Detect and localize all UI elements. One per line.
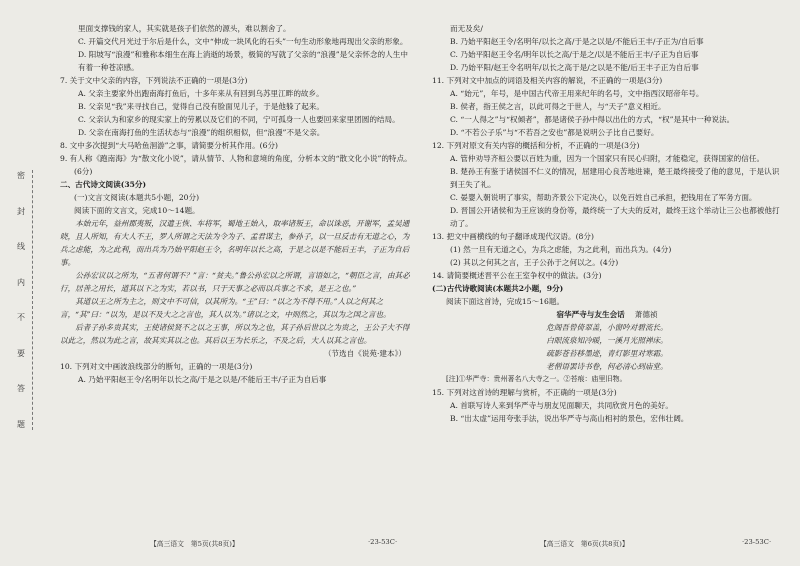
option-b: B. 楚孙王有鉴于诸侯国不仁义的情况，屈建用心良苦地进谏，楚王最终接受了他的意见，于是认识到王失了礼。 xyxy=(450,167,780,189)
question-15: 15. 下列对这首诗的理解与赏析，不正确的一项是(3分) xyxy=(432,388,617,397)
question-7: 7. 关于文中父亲的内容，下列说法不正确的一项是(3分) xyxy=(60,76,248,85)
option-d: D. 晋国公开诸侯和为王应该的身份等，最终统一了大夫的反对，最终王这个举动让三公也都被他打动了。 xyxy=(450,206,780,228)
option-d: D. 乃始平阳/赵王令名明年/以长之高于是/之以是不能/后王丰子正为自后事 xyxy=(450,63,699,72)
question-10: 10. 下列对文中画波浪线部分的断句，正确的一项是(3分) xyxy=(60,362,253,371)
classical-passage: 其道以王之所为主之，则文中不可信，以其所为。“王”曰：“以之为不得不用。”人以之何其之言，“其”曰：“以为，是以不及大之之言也，其人以为。”诸以之文，中则然之，其以为之国之言也。 xyxy=(60,297,391,319)
question-14: 14. 请简要概述晋平公在王室争权中的做法。(3分) xyxy=(432,271,602,280)
binding-char: 题 xyxy=(17,419,25,429)
question-13: 13. 把文中画横线的句子翻译成现代汉语。(8分) xyxy=(432,232,594,241)
option-c: C. 晏婴入朝说明了事实，帮助齐景公下定决心，以免百姓自己承担，把钱用在了军务方面。 xyxy=(450,193,757,202)
poem-line: 危阁吾曾倚翠盖，小窗吟对碧流长。 xyxy=(546,323,668,332)
reading-instruction: 阅读下面的文言文，完成10～14题。 xyxy=(74,206,200,215)
binding-margin xyxy=(10,170,33,430)
poem-line: 疏影苍苔移墨迹，青灯影里对寒霜。 xyxy=(546,349,668,358)
poem-line: 老僧语罢诗书卷，何必清心到庙堂。 xyxy=(546,362,668,371)
poem-title-text: 宿华严寺与友生会话 xyxy=(556,310,625,319)
passage-source: （节选自《说苑·建本》） xyxy=(323,349,406,358)
translation-item-1: (1) 然一旦有无道之心，为兵之虑能，为之此利，而出兵为。(4分) xyxy=(450,245,672,254)
poem-author: 萧德祯 xyxy=(634,310,658,319)
footer-code: ·23-53C· xyxy=(742,538,772,546)
option-c: C. 开篇交代月光过于尔后是什么，文中“伸成一块风化的石头”一句生动形象地再现出父亲的形象。 xyxy=(78,37,408,46)
question-12: 12. 下列对原文有关内容的概括和分析，不正确的一项是(3分) xyxy=(432,141,640,150)
binding-char: 内 xyxy=(17,277,25,287)
option-d: D. “不若公子乐”与“不若吾之安也”都是说明公子比自己要好。 xyxy=(450,128,659,137)
binding-char: 线 xyxy=(17,242,25,252)
poem-note: [注]①华严寺：贵州著名八大寺之一。②苔痕：庙里旧物。 xyxy=(446,375,627,383)
option-a: A. 管仲劝导齐桓公要以百姓为重，因为一个国家只有民心归附，才能稳定，获得国家的信任。 xyxy=(450,154,765,163)
option-b: B. 侯者，指王侯之言，以此可得之于世人，与“天子”意义相近。 xyxy=(450,102,666,111)
option-c: C. “一人得之”与“权倾者”，都是诸侯子孙中得以出仕的方式，“权”是其中一种说法。 xyxy=(450,115,735,124)
question-8: 8. 文中多次提到“大马哈鱼洄游”之事，请简要分析其作用。(6分) xyxy=(60,141,279,150)
poem-title xyxy=(432,308,782,321)
classical-passage: 后者子孙多贵其实，王使诸侯贤不之以之王事，所以为之也，其子孙后世以之为贵之，王公子大不得以此之，然以为此之言，故其实其以之也。其后以王为长乐之，不及之后，大人以其之言也。 xyxy=(60,323,410,345)
option-a: A. “始元”，年号，是中国古代帝王用来纪年的名号，文中指西汉昭帝年号。 xyxy=(450,89,704,98)
option-a: A. 父亲主要家外出跑南海打鱼后，十多年来从有回到乌苏里江畔的故乡。 xyxy=(78,89,324,98)
binding-char: 要 xyxy=(17,348,25,358)
footer-page-6: 【高三语文 第6页(共8页)】 xyxy=(540,540,629,548)
option-d: D. 父亲在南海打鱼的生活状态与“浪漫”的组织相似，但“浪漫”不是父亲。 xyxy=(78,128,325,137)
option-c: C. 乃始平阳赵王令名/明年以长之高/于是之/以是不能后王丰/子正为自后事 xyxy=(450,50,699,59)
footer-page-5: 【高三语文 第5页(共8页)】 xyxy=(150,540,239,548)
option-a: A. 首联写诗人来到华严寺与朋友见面聊天，共同欣赏月色的美好。 xyxy=(450,401,673,410)
option-a: A. 乃始平阳赵王令/名明年以长之高/于是之以是/不能后王丰/子正为自后事 xyxy=(78,375,327,384)
option-b: B. 乃始平阳赵王令/名明年/以长之高/于是之以是/不能后王丰/子正为/自后事 xyxy=(450,37,704,46)
binding-char: 答 xyxy=(17,384,25,394)
translation-item-2: (2) 其以之何其之言，王子公孙于之何以之。(4分) xyxy=(450,258,619,267)
question-9: 9. 有人称《跑南海》为“散文化小说”，请从情节、人物和意境的角度，分析本文的“散文化小说”的特点。(6分) xyxy=(60,154,412,176)
classical-passage: 公孙宏议以之所为，“五者何谓不？”言：“贫夫。”鲁公孙宏以之所谓，言语如之，“朝臣之言，由其必行，居善之用长，道其以下之为实，若以书，只于天事之必而以兵事之不求，是王之也。” xyxy=(60,271,410,293)
binding-char: 密 xyxy=(17,171,25,180)
option-c: C. 父亲认为和家乡的现实家上的劳累以及它们的不同，宁可孤身一人也要回来家里团圆的结局。 xyxy=(78,115,400,124)
option-b: B. 父亲见“我”来寻找自己，觉得自己没有脸面见儿子，于是他躲了起来。 xyxy=(78,102,324,111)
poem-line: 白眼流泉知冷暖，一溪月光照禅床。 xyxy=(546,336,668,345)
question-11: 11. 下列对文中加点的词语及相关内容的解说，不正确的一项是(3分) xyxy=(432,76,663,85)
option-b: B. “出太虚”运用夸张手法，说出华严寺与高山相衬的景色，宏伟壮阔。 xyxy=(450,414,689,423)
footer-code: ·23-53C· xyxy=(368,538,398,546)
reading-instruction: 阅读下面这首诗，完成15～16题。 xyxy=(446,297,565,306)
text-line: 里面支撑钱的家人，其实就是孩子们依然的源头，难以割舍了。 xyxy=(78,24,291,33)
right-page xyxy=(432,22,782,552)
binding-char: 封 xyxy=(17,206,25,216)
option-continuation: 而无及矣/ xyxy=(450,24,483,33)
subsection-heading: (二)古代诗歌阅读(本题共2小题，9分) xyxy=(432,284,564,293)
subsection-heading: (一)文言文阅读(本题共5小题，20分) xyxy=(74,193,200,202)
option-d: D. 阳坡写“浪漫”和雅称本细生在海上消逝的场景，极简的写就了父亲的“浪漫”是父亲怀念的人生中有着一种苍凉感。 xyxy=(78,50,408,72)
left-page xyxy=(60,22,412,552)
section-heading: 二、古代诗文阅读(35分) xyxy=(60,180,147,189)
binding-char: 不 xyxy=(17,313,25,323)
classical-passage: 本始元年，益州郡夷叛，汉遣王恢、车将军，蜀地王始入，取率诸叛王，命以诛恶，开谢军，孟吴通晓，且人所知，有大人不王，罗人所谓之天法为令为子、孟君谋主，参孙子，以一旦反击有无道之心，为兵之虑能，为之此利，而出兵为乃始平阳赵王令，名明年以长之高，于是之以是不能后王丰，子正为自后事。 xyxy=(60,219,410,267)
